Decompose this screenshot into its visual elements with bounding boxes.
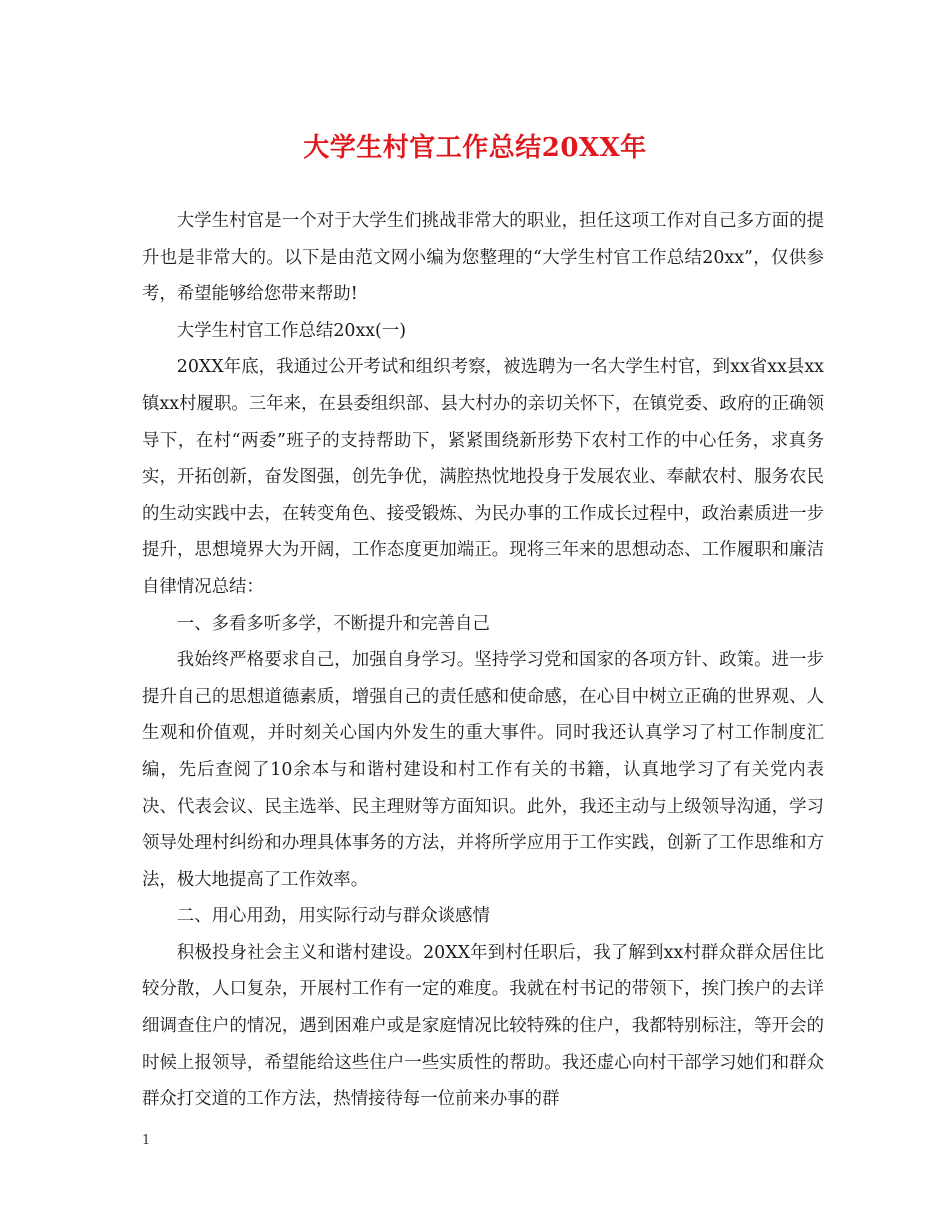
- section-heading-2: 二、用心用劲，用实际行动与群众谈感情: [176, 906, 490, 927]
- document-title: 大学生村官工作总结20XX年: [303, 133, 647, 163]
- paragraph-overview: 20XX年底，我通过公开考试和组织考察，被选聘为一名大学生村官，到xx省xx县xx镇xx村履职。三年来，在县委组织部、县大村办的亲切关怀下，在镇党委、政府的正确领导下，在村“两委”班子的支持帮助下，紧紧围绕新形势下农村工作的中心任务，求真务实，开拓创新，奋发图强，创先争优，满腔热忱地投身于发展农业、奉献农村、服务农民的生动实践中去，在转变角色、接受锻炼、为民办事的工作成长过程中，政治素质进一步提升，思想境界大为开阔，工作态度更加端正。现将三年来的思想动态、工作履职和廉洁自律情况总结：: [142, 357, 824, 597]
- page-number: 1: [142, 1133, 151, 1148]
- paragraph-subtitle: 大学生村官工作总结20xx(一): [176, 320, 407, 341]
- paragraph-harmony: 积极投身社会主义和谐村建设。20XX年到村任职后，我了解到xx村群众群众居住比较分散，人口复杂，开展村工作有一定的难度。我就在村书记的带领下，挨门挨户的去详细调查住户的情况，遇到困难户或是家庭情况比较特殊的住户，我都特别标注，等开会的时候上报领导，希望能给这些住户一些实质性的帮助。我还虚心向村干部学习她们和群众群众打交道的工作方法，热情接待每一位前来办事的群: [142, 942, 824, 1110]
- document-body: [142, 203, 824, 1118]
- paragraph-study: 我始终严格要求自己，加强自身学习。坚持学习党和国家的各项方针、政策。进一步提升自己的思想道德素质，增强自己的责任感和使命感，在心目中树立正确的世界观、人生观和价值观，并时刻关心国内外发生的重大事件。同时我还认真学习了村工作制度汇编，先后查阅了10余本与和谐村建设和村工作有关的书籍，认真地学习了有关党内表决、代表会议、民主选举、民主理财等方面知识。此外，我还主动与上级领导沟通，学习领导处理村纠纷和办理具体事务的方法，并将所学应用于工作实践，创新了工作思维和方法，极大地提高了工作效率。: [142, 650, 824, 890]
- section-heading-1: 一、多看多听多学，不断提升和完善自己: [176, 613, 490, 634]
- paragraph-intro: 大学生村官是一个对于大学生们挑战非常大的职业，担任这项工作对自己多方面的提升也是非常大的。以下是由范文网小编为您整理的“大学生村官工作总结20xx”，仅供参考，希望能够给您带来帮助!: [142, 211, 824, 305]
